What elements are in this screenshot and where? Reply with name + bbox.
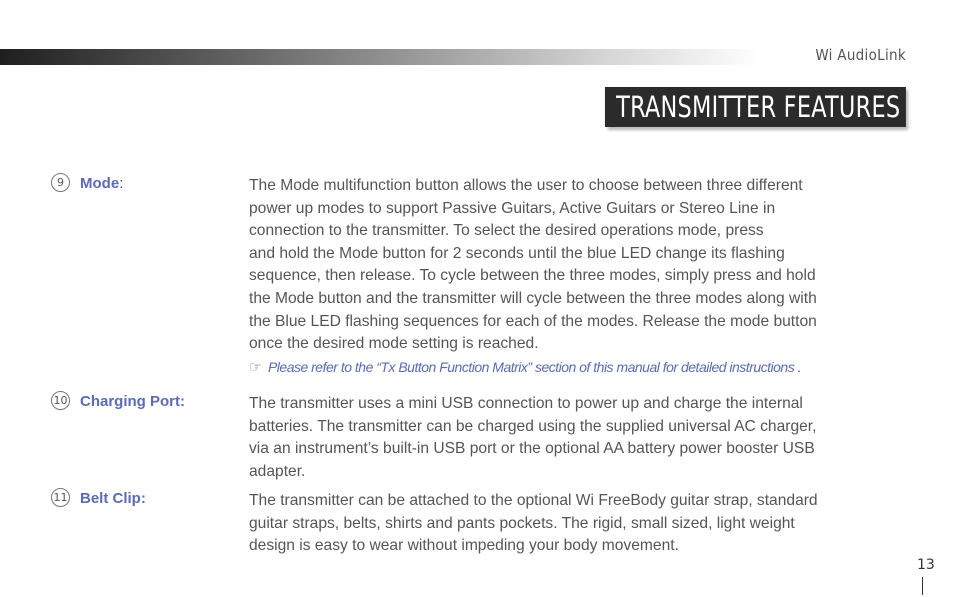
header-gradient-bar bbox=[0, 49, 760, 65]
description-line: design is easy to wear without impeding your body movement. bbox=[249, 537, 679, 555]
description-line: The transmitter uses a mini USB connection to power up and charge the internal bbox=[249, 395, 803, 412]
instruction-note bbox=[249, 356, 869, 380]
description-line: The transmitter can be attached to the optional Wi FreeBody guitar strap, standard bbox=[249, 492, 818, 509]
description-line: once the desired mode setting is reached. bbox=[249, 335, 539, 353]
description-line: the Mode button and the transmitter will cycle between the three modes along with bbox=[249, 289, 817, 307]
page-number-rule bbox=[922, 577, 923, 595]
description-line: via an instrument’s built-in USB port or the optional AA battery power booster USB bbox=[249, 440, 815, 458]
page-title: TRANSMITTER FEATURES bbox=[605, 87, 906, 127]
feature-description bbox=[249, 393, 869, 483]
brand-name: Wi AudioLink bbox=[815, 46, 906, 64]
description-line: batteries. The transmitter can be charged using the supplied universal AC charger, bbox=[249, 417, 817, 435]
feature-label bbox=[80, 175, 123, 192]
description-line: and hold the Mode button for 2 seconds until the blue LED change its flashing bbox=[249, 244, 785, 262]
note-text: Please refer to the “Tx Button Function Matrix” section of this manual for detailed instructions bbox=[267, 358, 795, 375]
feature-label: Belt Clip: bbox=[80, 490, 146, 507]
feature-number-circle: 9 bbox=[51, 173, 70, 192]
pointing-hand-icon: ☞ bbox=[249, 358, 262, 376]
feature-number-circle: 10 bbox=[51, 391, 70, 410]
feature-description bbox=[249, 490, 869, 558]
description-line: connection to the transmitter. To select the desired operations mode, press bbox=[249, 222, 764, 240]
description-line: guitar straps, belts, shirts and pants pockets. The rigid, small sized, light weight bbox=[249, 514, 795, 532]
feature-label-colon: : bbox=[119, 175, 124, 192]
feature-description bbox=[249, 175, 869, 379]
description-line: power up modes to support Passive Guitars, Active Guitars or Stereo Line in bbox=[249, 199, 776, 217]
page-number: 13 bbox=[917, 557, 935, 573]
note-end: . bbox=[797, 358, 802, 375]
description-line: the Blue LED flashing sequences for each of the modes. Release the mode button bbox=[249, 312, 817, 330]
feature-label: Charging Port: bbox=[80, 393, 185, 410]
description-line: sequence, then release. To cycle between the three modes, simply press and hold bbox=[249, 267, 816, 285]
feature-label-text: Mode bbox=[80, 175, 120, 192]
feature-number-circle: 11 bbox=[51, 488, 70, 507]
description-line: adapter. bbox=[249, 462, 306, 480]
description-line: The Mode multifunction button allows the user to choose between three different bbox=[249, 177, 803, 194]
